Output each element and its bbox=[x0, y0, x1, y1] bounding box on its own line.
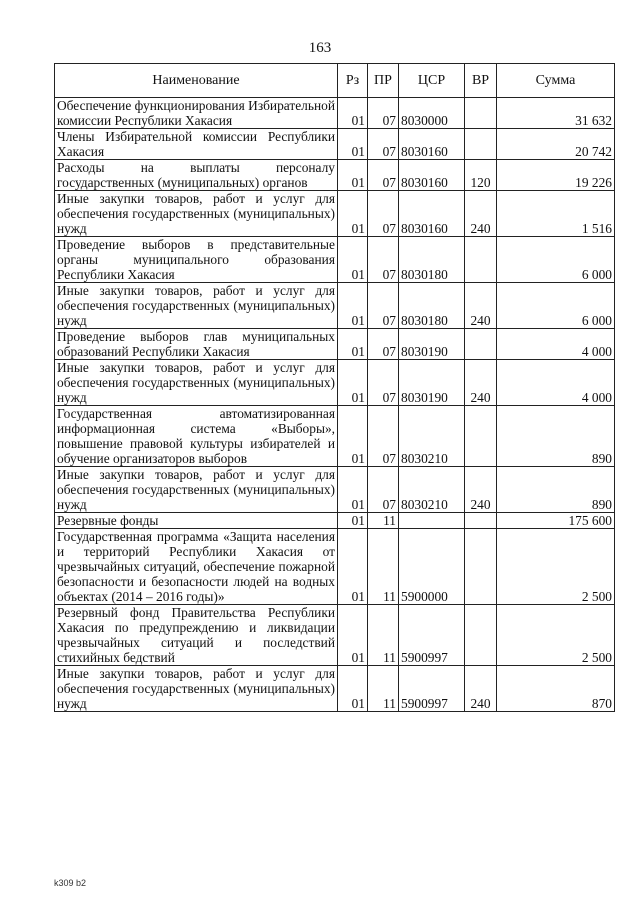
row-csr bbox=[399, 513, 465, 529]
row-csr: 8030160 bbox=[399, 160, 465, 191]
row-vr: 240 bbox=[465, 283, 497, 329]
row-vr: 240 bbox=[465, 191, 497, 237]
table-row bbox=[55, 98, 615, 129]
row-csr: 8030210 bbox=[399, 406, 465, 467]
row-rz: 01 bbox=[338, 98, 368, 129]
table-row bbox=[55, 129, 615, 160]
row-rz: 01 bbox=[338, 513, 368, 529]
table-row bbox=[55, 237, 615, 283]
row-rz: 01 bbox=[338, 129, 368, 160]
row-csr: 8030160 bbox=[399, 129, 465, 160]
row-pr: 07 bbox=[368, 360, 399, 406]
row-rz: 01 bbox=[338, 283, 368, 329]
row-sum: 20 742 bbox=[497, 129, 615, 160]
row-name: Резервный фонд Правительства Республики Хакасия по предупреждению и ликвидации чрезвычайных ситуаций и последствий стихийных бедствий bbox=[55, 605, 338, 666]
row-name: Обеспечение функционирования Избирательной комиссии Республики Хакасия bbox=[55, 98, 338, 129]
table-header-row bbox=[55, 64, 615, 98]
row-rz: 01 bbox=[338, 191, 368, 237]
row-name: Иные закупки товаров, работ и услуг для обеспечения государственных (муниципальных) нужд bbox=[55, 283, 338, 329]
header-rz: Рз bbox=[338, 64, 368, 98]
row-name: Государственная автоматизированная информационная система «Выборы», повышение правовой культуры избирателей и обучение организаторов выборов bbox=[55, 406, 338, 467]
row-sum: 870 bbox=[497, 666, 615, 712]
row-vr bbox=[465, 605, 497, 666]
row-pr: 07 bbox=[368, 129, 399, 160]
row-sum: 1 516 bbox=[497, 191, 615, 237]
row-rz: 01 bbox=[338, 605, 368, 666]
row-rz: 01 bbox=[338, 329, 368, 360]
row-csr: 8030180 bbox=[399, 237, 465, 283]
row-pr: 11 bbox=[368, 605, 399, 666]
row-vr bbox=[465, 98, 497, 129]
row-csr: 5900997 bbox=[399, 666, 465, 712]
row-name: Проведение выборов глав муниципальных образований Республики Хакасия bbox=[55, 329, 338, 360]
row-vr bbox=[465, 237, 497, 283]
row-rz: 01 bbox=[338, 406, 368, 467]
row-name: Иные закупки товаров, работ и услуг для обеспечения государственных (муниципальных) нужд bbox=[55, 191, 338, 237]
table-row bbox=[55, 360, 615, 406]
header-name: Наименование bbox=[55, 64, 338, 98]
table-row bbox=[55, 467, 615, 513]
row-vr bbox=[465, 513, 497, 529]
row-pr: 07 bbox=[368, 467, 399, 513]
row-vr bbox=[465, 529, 497, 605]
row-rz: 01 bbox=[338, 467, 368, 513]
row-pr: 07 bbox=[368, 98, 399, 129]
row-vr bbox=[465, 129, 497, 160]
table-row bbox=[55, 329, 615, 360]
header-pr: ПР bbox=[368, 64, 399, 98]
table-row bbox=[55, 666, 615, 712]
row-sum: 2 500 bbox=[497, 529, 615, 605]
row-sum: 890 bbox=[497, 406, 615, 467]
row-name: Иные закупки товаров, работ и услуг для обеспечения государственных (муниципальных) нужд bbox=[55, 360, 338, 406]
table-row bbox=[55, 529, 615, 605]
budget-table bbox=[54, 63, 615, 712]
table-row bbox=[55, 513, 615, 529]
row-pr: 07 bbox=[368, 160, 399, 191]
row-sum: 4 000 bbox=[497, 329, 615, 360]
row-sum: 31 632 bbox=[497, 98, 615, 129]
row-sum: 19 226 bbox=[497, 160, 615, 191]
row-sum: 6 000 bbox=[497, 283, 615, 329]
row-pr: 07 bbox=[368, 406, 399, 467]
row-pr: 07 bbox=[368, 237, 399, 283]
row-csr: 8030190 bbox=[399, 329, 465, 360]
row-rz: 01 bbox=[338, 360, 368, 406]
row-csr: 8030180 bbox=[399, 283, 465, 329]
row-csr: 5900997 bbox=[399, 605, 465, 666]
row-vr: 240 bbox=[465, 467, 497, 513]
table-row bbox=[55, 283, 615, 329]
row-csr: 5900000 bbox=[399, 529, 465, 605]
row-vr bbox=[465, 406, 497, 467]
table-row bbox=[55, 160, 615, 191]
page-number: 163 bbox=[308, 40, 332, 56]
header-csr: ЦСР bbox=[399, 64, 465, 98]
row-name: Резервные фонды bbox=[55, 513, 338, 529]
table-row bbox=[55, 605, 615, 666]
row-sum: 175 600 bbox=[497, 513, 615, 529]
row-csr: 8030000 bbox=[399, 98, 465, 129]
row-name: Члены Избирательной комиссии Республики Хакасия bbox=[55, 129, 338, 160]
table-row bbox=[55, 191, 615, 237]
row-rz: 01 bbox=[338, 666, 368, 712]
row-vr: 240 bbox=[465, 360, 497, 406]
row-csr: 8030210 bbox=[399, 467, 465, 513]
row-csr: 8030160 bbox=[399, 191, 465, 237]
row-rz: 01 bbox=[338, 529, 368, 605]
header-vr: ВР bbox=[465, 64, 497, 98]
row-vr bbox=[465, 329, 497, 360]
row-pr: 11 bbox=[368, 529, 399, 605]
row-vr: 240 bbox=[465, 666, 497, 712]
row-sum: 6 000 bbox=[497, 237, 615, 283]
row-pr: 11 bbox=[368, 513, 399, 529]
row-pr: 11 bbox=[368, 666, 399, 712]
row-pr: 07 bbox=[368, 329, 399, 360]
row-csr: 8030190 bbox=[399, 360, 465, 406]
row-name: Иные закупки товаров, работ и услуг для обеспечения государственных (муниципальных) нужд bbox=[55, 666, 338, 712]
row-sum: 890 bbox=[497, 467, 615, 513]
row-rz: 01 bbox=[338, 160, 368, 191]
row-name: Проведение выборов в представительные органы муниципального образования Республики Хакасия bbox=[55, 237, 338, 283]
row-pr: 07 bbox=[368, 191, 399, 237]
row-rz: 01 bbox=[338, 237, 368, 283]
table-row bbox=[55, 406, 615, 467]
row-name: Расходы на выплаты персоналу государственных (муниципальных) органов bbox=[55, 160, 338, 191]
header-sum: Сумма bbox=[497, 64, 615, 98]
row-sum: 2 500 bbox=[497, 605, 615, 666]
row-vr: 120 bbox=[465, 160, 497, 191]
row-name: Государственная программа «Защита населения и территорий Республики Хакасия от чрезвычайных ситуаций, обеспечение пожарной безопасности и безопасности людей на водных объектах (2014 – 2016 годы)» bbox=[55, 529, 338, 605]
row-pr: 07 bbox=[368, 283, 399, 329]
footer-code: k309 b2 bbox=[54, 878, 87, 888]
row-sum: 4 000 bbox=[497, 360, 615, 406]
row-name: Иные закупки товаров, работ и услуг для обеспечения государственных (муниципальных) нужд bbox=[55, 467, 338, 513]
